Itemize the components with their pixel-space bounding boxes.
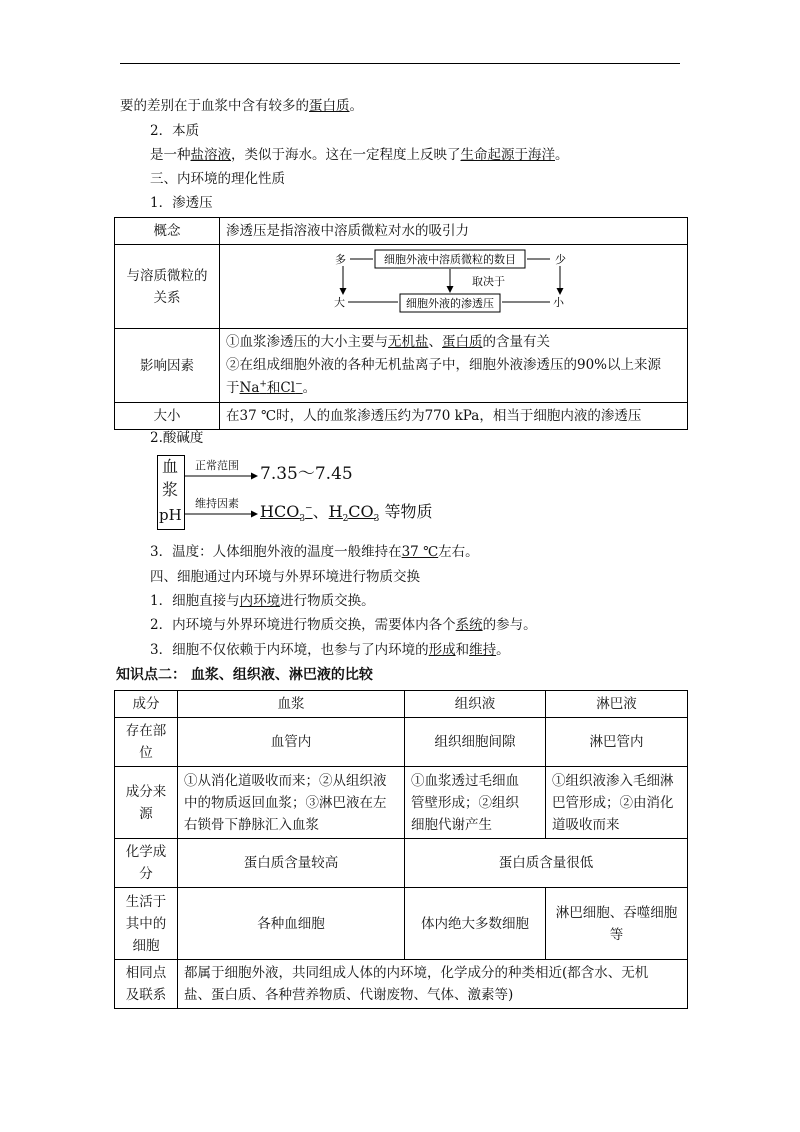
- plasma-location: 血管内: [178, 718, 405, 767]
- row-cells-head: 生活于 其中的 细胞: [115, 888, 178, 960]
- section-2-title: 2．本质: [150, 123, 200, 139]
- ph-range: 7.35～7.45: [260, 464, 353, 484]
- section-4-title: 四、细胞通过内环境与外界环境进行物质交换: [150, 569, 420, 585]
- common-points: 都属于细胞外液，共同组成人体的内环境，化学成分的种类相近(都含水、无机 盐、蛋白质、各种营养物质、代谢废物、气体、激素等): [178, 960, 688, 1009]
- plasma-chem: 蛋白质含量较高: [178, 839, 405, 888]
- less-label: 少: [555, 253, 566, 266]
- row-location-head: 存在部 位: [115, 718, 178, 767]
- plasma-cells: 各种血细胞: [178, 888, 405, 960]
- size-head: 大小: [115, 403, 220, 430]
- ph-title: 2.酸碱度: [150, 430, 204, 446]
- lymph-cells: 淋巴细胞、吞噬细胞 等: [546, 888, 688, 960]
- section-4-2: 2．内环境与外界环境进行物质交换，需要体内各个系统的参与。: [150, 617, 537, 633]
- normal-range-label: 正常范围: [195, 459, 239, 472]
- tissue-source: ①血浆透过毛细血 管壁形成；②组织 细胞代谢产生: [405, 767, 546, 839]
- osmotic-pressure-title: 1．渗透压: [150, 195, 213, 211]
- more-label: 多: [335, 253, 346, 266]
- row-common-head: 相同点 及联系: [115, 960, 178, 1009]
- tissue-location: 组织细胞间隙: [405, 718, 546, 767]
- plasma-source: ①从消化道吸收而来；②从组织液 中的物质返回血浆；③淋巴液在左 右锁骨下静脉汇入血浆: [178, 767, 405, 839]
- temperature-line: 3．温度：人体细胞外液的温度一般维持在37 ℃左右。: [150, 544, 479, 560]
- ph-char-2: 浆: [162, 480, 179, 499]
- ph-char-3: pH: [159, 506, 182, 524]
- tissue-cells: 体内绝大多数细胞: [405, 888, 546, 960]
- lymph-source: ①组织液渗入毛细淋 巴管形成；②由消化 道吸收而来: [546, 767, 688, 839]
- concept-head: 概念: [115, 218, 220, 245]
- factors-value: ①血浆渗透压的大小主要与无机盐、蛋白质的含量有关 ②在组成细胞外液的各种无机盐离子中，细胞外液渗透压的90%以上来源 于Na+和Cl−。: [220, 329, 688, 403]
- header-component: 成分: [115, 691, 178, 718]
- section-4-1: 1．细胞直接与内环境进行物质交换。: [150, 593, 375, 609]
- header-tissue-fluid: 组织液: [405, 691, 546, 718]
- relation-diagram-cell: [220, 245, 688, 329]
- row-source-head: 成分来 源: [115, 767, 178, 839]
- maintain-label: 维持因素: [195, 497, 239, 510]
- knowledge-point-2-title: 知识点二： 血浆、组织液、淋巴液的比较: [116, 667, 373, 683]
- decides-label: 取决于: [472, 275, 505, 288]
- lymph-location: 淋巴管内: [546, 718, 688, 767]
- section-4-3: 3．细胞不仅依赖于内环境，也参与了内环境的形成和维持。: [150, 642, 510, 658]
- header-rule: [120, 63, 680, 64]
- osmotic-text: 细胞外液的渗透压: [406, 297, 494, 310]
- relation-head: 与溶质微粒的 关系: [115, 245, 220, 329]
- size-value: 在37 ℃时，人的血浆渗透压约为770 kPa，相当于细胞内液的渗透压: [220, 403, 688, 430]
- section-2-text: 是一种盐溶液，类似于海水。这在一定程度上反映了生命起源于海洋。: [150, 147, 569, 163]
- factors-head: 影响因素: [115, 329, 220, 403]
- row-chem-head: 化学成 分: [115, 839, 178, 888]
- intro-line: 要的差别在于血浆中含有较多的蛋白质。: [120, 98, 363, 114]
- big-label: 大: [334, 296, 345, 309]
- solute-count-text: 细胞外液中溶质微粒的数目: [384, 253, 516, 266]
- header-plasma: 血浆: [178, 691, 405, 718]
- tissue-lymph-chem: 蛋白质含量很低: [405, 839, 688, 888]
- section-3-title: 三、内环境的理化性质: [150, 171, 285, 187]
- concept-value: 渗透压是指溶液中溶质微粒对水的吸引力: [220, 218, 688, 245]
- buffer-substances: $HCO_3^-$、$H_2CO_3$ 等物质: [260, 502, 433, 525]
- osmotic-table: [114, 217, 688, 430]
- comparison-table: [114, 690, 688, 1009]
- small-label: 小: [553, 296, 564, 309]
- header-lymph: 淋巴液: [546, 691, 688, 718]
- ph-char-1: 血: [162, 457, 179, 476]
